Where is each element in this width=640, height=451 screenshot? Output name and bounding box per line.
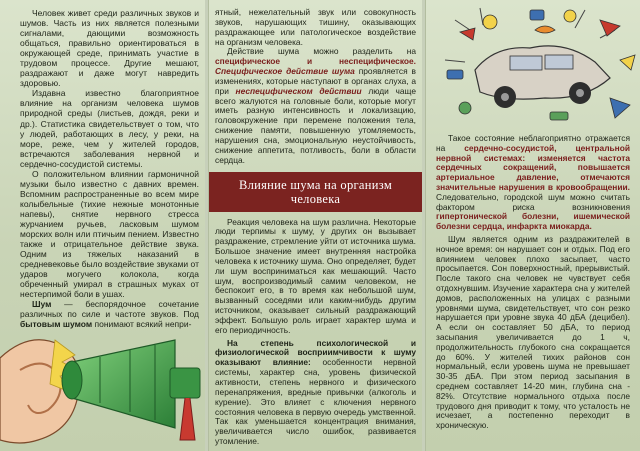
noisy-car-illustration (435, 0, 640, 135)
column-middle (208, 0, 422, 451)
consequences-systems: сердечно-сосудистой, центральной нервной системах: изменяется частота сердечных сокращений, повышается артериальное давление, отмечаются значительные нарушения в кровообращении. (436, 142, 630, 192)
term-household-noise: бытовым шумом (20, 319, 93, 330)
paragraph-sleep: Шум является одним из раздражителей в ночное время: он нарушает сон и отдых. Под его влиянием человек плохо засыпает, часто просыпается. Сон поверхностный, прерывистый. После такого сна человек не чувствует себя отдохнувшим. Изучение характера сна у жителей домов, расположенных на улицах с разными уровнями шума, свидетельствует, что сон резко нарушается при уровне звука 40 дБА (децибел). А если он составляет 50 дБА, то период засыпания увеличивается до 1 ч, продолжительность глубокого сна сокращается до 60%. У жителей тихих районов сон нормальный, если уровень шума не превышает 30-35 дБА. При этом период засыпания в среднем составляет 14-20 мин, глубина сна - 82%. Отсутствие нормального отдыха после трудового дня приводит к тому, что усталость не исчезает, а постепенно переходит в хроническую. (436, 233, 630, 431)
paragraph-action-types (215, 47, 416, 165)
term-noise: Шум (32, 299, 52, 310)
paragraph-nature-sounds: Издавна известно благоприятное влияние на организм человека шумов природной среды (листьев, дождя, реки и др.). Статистика свидетельствует о том, что у людей, работающих в лесу, у реки, на море, реже, чем у жителей городов, встречаются заболевания нервной и сердечно-сосудистой системы. (20, 88, 199, 169)
paragraph-intro: Человек живет среди различных звуков и шумов. Часть из них является полезными сигналами, дающими возможность общаться, правильно ориентироваться в окружающей среде, принимать участие в трудовом процессе. Другие мешают, раздражают и даже могут навредить здоровью. (20, 8, 199, 89)
paragraph-consequences (436, 134, 630, 232)
action-types-terms: специфическое и неспецифическое. (215, 56, 416, 67)
paragraph-music: О положительном влиянии гармоничной музыки было известно с давних времен. Вспомним распространенные во всем мире колыбельные (тихие нежные монотонные напевы), снятие нервного стресса журчанием ручьев, ласковым шумом морских волн или птичьим пением. Известно также и отрицательное действие звука. Одним из тяжелых наказаний в средневековье было воздействие звуками от ударов могучего колокола, когда обреченный умирал в страшных муках от нестерпимой боли в ушах. (20, 168, 199, 300)
noise-definition-text: — беспорядочное сочетание различных по силе и частоте звуков. Под (20, 299, 199, 320)
consequences-lead: Такое состояние неблагоприятно отражается на (436, 133, 630, 153)
action-types-lead: Действие шума можно разделить на (227, 46, 416, 57)
nonspecific-action-text: люди чаще всего жалуются на головные боли, которые могут иметь разную интенсивность и локализацию, головокружение при перемене положения тела, снижение памяти, повышенную утомляемость, нарушения сна, эмоциональную неустойчивость, снижение аппетита, потливость, боли в области сердца. (215, 85, 416, 165)
susceptibility-lead: На степень психологической и физиологической восприимчивости к шуму оказывают влияние: (215, 337, 416, 368)
paragraph-continuation: ятный, нежелательный звук или совокупность звуков, нарушающих тишину, оказывающих раздражающее или патологическое воздействие на организм человека. (215, 7, 416, 47)
specific-action-term: Специфическое действие шума (215, 66, 355, 77)
consequences-mid: Следовательно, городской шум можно считать фактором риска возникновения (436, 191, 630, 212)
noise-definition-text-2: понимают всякий непри- (92, 319, 192, 330)
specific-action-text: проявляется в изменениях, которые наступают в органах слуха, а при (215, 66, 416, 96)
consequences-diseases: гипертонической болезни, ишемической болезни сердца, инфаркта миокарда. (436, 211, 630, 232)
nonspecific-action-term: неспецифическом действии (235, 85, 362, 96)
loudspeaker-ear-illustration (0, 300, 208, 451)
paragraph-susceptibility (215, 339, 416, 447)
paragraph-reaction: Реакция человека на шум различна. Некоторые люди терпимы к шуму, у других он вызывает раздражение, стремление уйти от источника шума. Большое значение имеет внутренняя настройка человека к источнику шума. Оно определяет, будет ли шум восприниматься как мешающий. Часто шум, воспроизводимый самим человеком, не беспокоит его, в то время как небольшой шум, вызванный соседями или каким-нибудь другим источником, оказывает сильный раздражающий эффект. Большую роль играет характер шума и его периодичность. (215, 216, 416, 335)
section-title: Влияние шума на организм человека (209, 172, 422, 212)
susceptibility-text: особенности нервной системы, характер сна, уровень физической активности, степень нервного и физического перенапряжения, вредные привычки (алкоголь и курение). Это влияет с ключения нервного состояния человека в первую очередь умственной. Так как уменьшается концентрация внимания, увеличивается число ошибок, развивается утомление. (215, 357, 416, 447)
